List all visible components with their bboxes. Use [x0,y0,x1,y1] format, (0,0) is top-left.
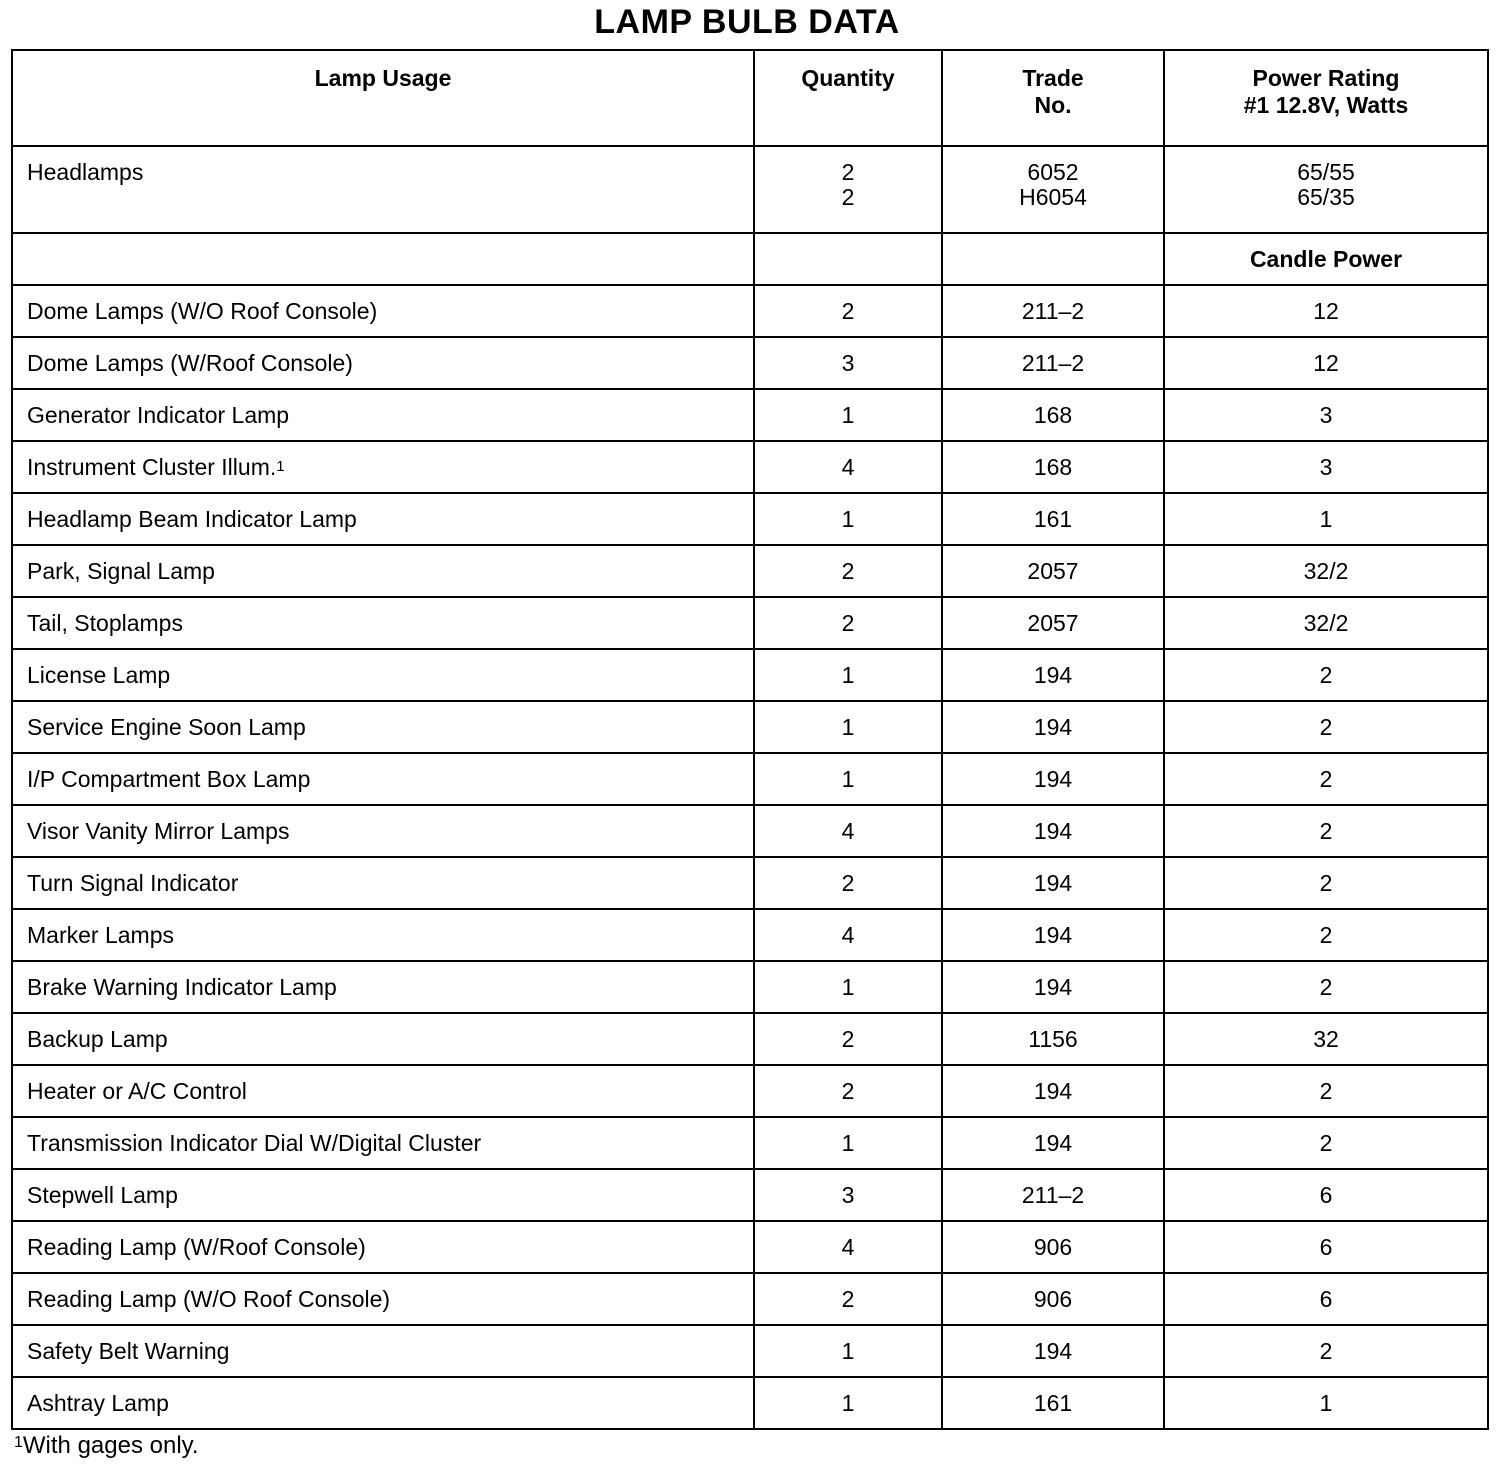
quantity-cell [754,1065,942,1117]
candle-power-empty-1 [12,233,754,285]
quantity-cell [754,909,942,961]
trade-no-cell-text: 161 [1033,1389,1073,1416]
trade-no-cell [942,285,1164,337]
candle-power-cell [1164,1065,1488,1117]
trade-no-cell-text: 2057 [1027,557,1079,584]
candle-power-cell-text: 6 [1319,1233,1333,1260]
lamp-usage-cell [12,545,754,597]
lamp-usage-cell-text: Backup Lamp [27,1025,168,1052]
headlamps-power-2: 65/35 [1297,184,1355,210]
lamp-usage-cell [12,701,754,753]
trade-no-cell [942,1377,1164,1429]
header-trade-no [942,50,1164,146]
headlamps-qty-1: 2 [841,159,855,185]
table-row [12,1117,1488,1169]
trade-no-cell-text: 194 [1033,1129,1073,1156]
quantity-cell [754,805,942,857]
quantity-cell [754,597,942,649]
table-row [12,1221,1488,1273]
candle-power-cell-text: 32/2 [1303,557,1349,584]
trade-no-cell [942,1013,1164,1065]
candle-power-empty-3 [942,233,1164,285]
candle-power-cell-text: 12 [1313,349,1339,376]
table-row [12,909,1488,961]
footnote [14,1432,199,1460]
trade-no-cell-text: 194 [1033,869,1073,896]
trade-no-cell [942,493,1164,545]
quantity-cell-text: 1 [841,401,855,428]
candle-power-cell [1164,285,1488,337]
candle-power-cell-text: 2 [1319,1337,1333,1364]
candle-power-cell [1164,545,1488,597]
quantity-cell-text: 1 [841,661,855,688]
trade-no-cell-text: 194 [1033,765,1073,792]
quantity-cell [754,753,942,805]
candle-power-cell [1164,701,1488,753]
trade-no-cell-text: 168 [1033,453,1073,480]
candle-power-cell [1164,389,1488,441]
header-trade-line2: No. [1034,92,1072,118]
trade-no-cell-text: 906 [1033,1285,1073,1312]
trade-no-cell-text: 194 [1033,973,1073,1000]
candle-power-cell-text: 2 [1319,869,1333,896]
headlamps-row [12,146,1488,233]
quantity-cell-text: 1 [841,1129,855,1156]
table-row [12,389,1488,441]
candle-power-cell-text: 2 [1319,661,1333,688]
candle-power-cell-text: 6 [1319,1285,1333,1312]
trade-no-cell-text: 194 [1033,817,1073,844]
lamp-usage-cell [12,857,754,909]
lamp-usage-cell-text: I/P Compartment Box Lamp [27,765,311,792]
lamp-usage-cell [12,1013,754,1065]
trade-no-cell-text: 168 [1033,401,1073,428]
footnote-marker: 1 [14,1434,23,1451]
trade-no-cell [942,1169,1164,1221]
table-row [12,805,1488,857]
quantity-cell-text: 1 [841,765,855,792]
header-trade-line1: Trade [1022,65,1084,91]
header-power-line1: Power Rating [1252,65,1400,91]
trade-no-cell [942,805,1164,857]
candle-power-cell-text: 2 [1319,973,1333,1000]
trade-no-cell [942,961,1164,1013]
candle-power-cell-text: 2 [1319,765,1333,792]
lamp-usage-cell [12,1377,754,1429]
table-row [12,1013,1488,1065]
lamp-usage-cell [12,285,754,337]
quantity-cell [754,1117,942,1169]
footnote-ref: 1 [276,457,285,475]
trade-no-cell-text: 194 [1033,921,1073,948]
candle-power-cell-text: 1 [1319,505,1333,532]
candle-power-cell [1164,1169,1488,1221]
trade-no-cell [942,389,1164,441]
candle-power-cell-text: 32 [1313,1025,1339,1052]
quantity-cell [754,493,942,545]
candle-power-cell [1164,1117,1488,1169]
candle-power-cell-text: 3 [1319,401,1333,428]
header-lamp-usage: Lamp Usage [12,50,754,146]
trade-no-cell-text: 194 [1033,1077,1073,1104]
candle-power-cell [1164,1377,1488,1429]
quantity-cell-text: 2 [841,1285,855,1312]
candle-power-cell-text: 2 [1319,713,1333,740]
candle-power-cell [1164,1273,1488,1325]
table-row [12,1065,1488,1117]
candle-power-cell-text: 2 [1319,1129,1333,1156]
lamp-usage-cell-text: Instrument Cluster Illum. [27,453,277,480]
candle-power-cell [1164,961,1488,1013]
trade-no-cell [942,545,1164,597]
table-row [12,701,1488,753]
trade-no-cell [942,441,1164,493]
lamp-usage-cell [12,1065,754,1117]
quantity-cell [754,545,942,597]
lamp-usage-cell [12,597,754,649]
trade-no-cell [942,1117,1164,1169]
quantity-cell [754,441,942,493]
trade-no-cell-text: 906 [1033,1233,1073,1260]
candle-power-cell [1164,597,1488,649]
header-power-rating [1164,50,1488,146]
lamp-usage-cell [12,1117,754,1169]
quantity-cell-text: 1 [841,1337,855,1364]
table-row [12,597,1488,649]
quantity-cell-text: 4 [841,921,855,948]
lamp-usage-cell-text: Visor Vanity Mirror Lamps [27,817,290,844]
trade-no-cell [942,649,1164,701]
quantity-cell-text: 2 [841,1077,855,1104]
headlamps-trade-2: H6054 [1019,184,1087,210]
quantity-cell-text: 2 [841,1025,855,1052]
lamp-usage-cell [12,1325,754,1377]
quantity-cell [754,337,942,389]
trade-no-cell [942,701,1164,753]
candle-power-cell [1164,857,1488,909]
quantity-cell-text: 2 [841,869,855,896]
quantity-cell-text: 4 [841,453,855,480]
lamp-usage-cell-text: Stepwell Lamp [27,1181,178,1208]
lamp-usage-cell-text: Dome Lamps (W/Roof Console) [27,349,353,376]
trade-no-cell [942,857,1164,909]
quantity-cell [754,389,942,441]
candle-power-cell-text: 32/2 [1303,609,1349,636]
lamp-usage-cell [12,805,754,857]
header-quantity: Quantity [754,50,942,146]
quantity-cell-text: 2 [841,557,855,584]
quantity-cell [754,1013,942,1065]
lamp-usage-cell-text: Transmission Indicator Dial W/Digital Cluster [27,1129,482,1156]
candle-power-cell-text: 3 [1319,453,1333,480]
table-row [12,857,1488,909]
lamp-usage-cell [12,493,754,545]
lamp-usage-cell-text: Turn Signal Indicator [27,869,239,896]
lamp-usage-cell-text: Heater or A/C Control [27,1077,247,1104]
lamp-usage-cell [12,753,754,805]
trade-no-cell-text: 1156 [1028,1025,1078,1052]
lamp-usage-cell [12,1273,754,1325]
candle-power-cell-text: 1 [1319,1389,1333,1416]
candle-power-cell [1164,337,1488,389]
candle-power-cell [1164,909,1488,961]
lamp-usage-cell [12,337,754,389]
quantity-cell-text: 1 [841,973,855,1000]
trade-no-cell [942,1065,1164,1117]
headlamps-trade-1: 6052 [1027,159,1079,185]
header-power-line2: #1 12.8V, Watts [1243,92,1409,118]
quantity-cell-text: 1 [841,713,855,740]
candle-power-cell [1164,1221,1488,1273]
quantity-cell [754,1169,942,1221]
quantity-cell-text: 4 [841,817,855,844]
table-row [12,493,1488,545]
candle-power-cell-text: 6 [1319,1181,1333,1208]
lamp-usage-cell-text: Tail, Stoplamps [27,609,183,636]
lamp-usage-cell-text: Dome Lamps (W/O Roof Console) [27,297,378,324]
lamp-usage-cell [12,909,754,961]
trade-no-cell-text: 211–2 [1021,1181,1085,1208]
trade-no-cell [942,909,1164,961]
page-title: LAMP BULB DATA [594,3,900,41]
lamp-usage-cell [12,1221,754,1273]
trade-no-cell-text: 211–2 [1021,297,1085,324]
trade-no-cell [942,1221,1164,1273]
lamp-usage-cell-text: Marker Lamps [27,921,174,948]
lamp-usage-cell-text: Park, Signal Lamp [27,557,215,584]
candle-power-label: Candle Power [1164,233,1488,285]
candle-power-empty-2 [754,233,942,285]
lamp-usage-cell [12,441,754,493]
quantity-cell [754,1377,942,1429]
lamp-usage-cell-text: Safety Belt Warning [27,1337,230,1364]
lamp-usage-cell-text: Reading Lamp (W/Roof Console) [27,1233,366,1260]
table-row [12,441,1488,493]
trade-no-cell-text: 211–2 [1021,349,1085,376]
quantity-cell [754,285,942,337]
trade-no-cell-text: 161 [1033,505,1073,532]
table-row [12,1273,1488,1325]
quantity-cell-text: 1 [841,505,855,532]
trade-no-cell [942,753,1164,805]
table-row [12,545,1488,597]
lamp-usage-cell [12,1169,754,1221]
trade-no-cell-text: 194 [1033,1337,1073,1364]
lamp-usage-cell [12,649,754,701]
quantity-cell-text: 1 [841,1389,855,1416]
trade-no-cell [942,597,1164,649]
table-row [12,1325,1488,1377]
table-row [12,961,1488,1013]
lamp-usage-cell-text: Reading Lamp (W/O Roof Console) [27,1285,391,1312]
candle-power-cell-text: 2 [1319,817,1333,844]
candle-power-cell [1164,649,1488,701]
quantity-cell-text: 2 [841,297,855,324]
trade-no-cell-text: 2057 [1027,609,1079,636]
trade-no-cell [942,337,1164,389]
candle-power-cell [1164,493,1488,545]
headlamps-power-1: 65/55 [1297,159,1355,185]
candle-power-cell-text: 2 [1319,921,1333,948]
quantity-cell [754,1325,942,1377]
headlamps-quantity [754,146,942,233]
trade-no-cell-text: 194 [1033,713,1073,740]
candle-power-cell [1164,1013,1488,1065]
candle-power-cell [1164,1325,1488,1377]
table-row [12,753,1488,805]
trade-no-cell [942,1273,1164,1325]
quantity-cell [754,961,942,1013]
lamp-usage-cell-text: Generator Indicator Lamp [27,401,290,428]
candle-power-cell [1164,441,1488,493]
lamp-usage-cell [12,961,754,1013]
table-row [12,1377,1488,1429]
lamp-usage-cell-text: License Lamp [27,661,171,688]
table-row [12,649,1488,701]
quantity-cell [754,649,942,701]
headlamps-power [1164,146,1488,233]
table-row [12,337,1488,389]
quantity-cell-text: 3 [841,1181,855,1208]
candle-power-cell [1164,753,1488,805]
footnote-text: With gages only. [22,1432,199,1459]
lamp-usage-cell-text: Headlamp Beam Indicator Lamp [27,505,357,532]
headlamps-qty-2: 2 [841,184,855,210]
lamp-usage-cell [12,389,754,441]
quantity-cell-text: 4 [841,1233,855,1260]
trade-no-cell [942,1325,1164,1377]
table-row [12,1169,1488,1221]
trade-no-cell-text: 194 [1033,661,1073,688]
candle-power-cell [1164,805,1488,857]
quantity-cell [754,1221,942,1273]
lamp-usage-cell-text: Ashtray Lamp [27,1389,169,1416]
candle-power-row [12,233,1488,285]
lamp-bulb-table [11,49,1489,1430]
quantity-cell [754,857,942,909]
quantity-cell-text: 2 [841,609,855,636]
candle-power-cell-text: 12 [1313,297,1339,324]
lamp-usage-cell-text: Service Engine Soon Lamp [27,713,306,740]
candle-power-cell-text: 2 [1319,1077,1333,1104]
header-row [12,50,1488,146]
headlamps-usage: Headlamps [12,146,754,233]
quantity-cell [754,701,942,753]
table-row [12,285,1488,337]
quantity-cell-text: 3 [841,349,855,376]
quantity-cell [754,1273,942,1325]
headlamps-trade [942,146,1164,233]
lamp-usage-cell-text: Brake Warning Indicator Lamp [27,973,337,1000]
